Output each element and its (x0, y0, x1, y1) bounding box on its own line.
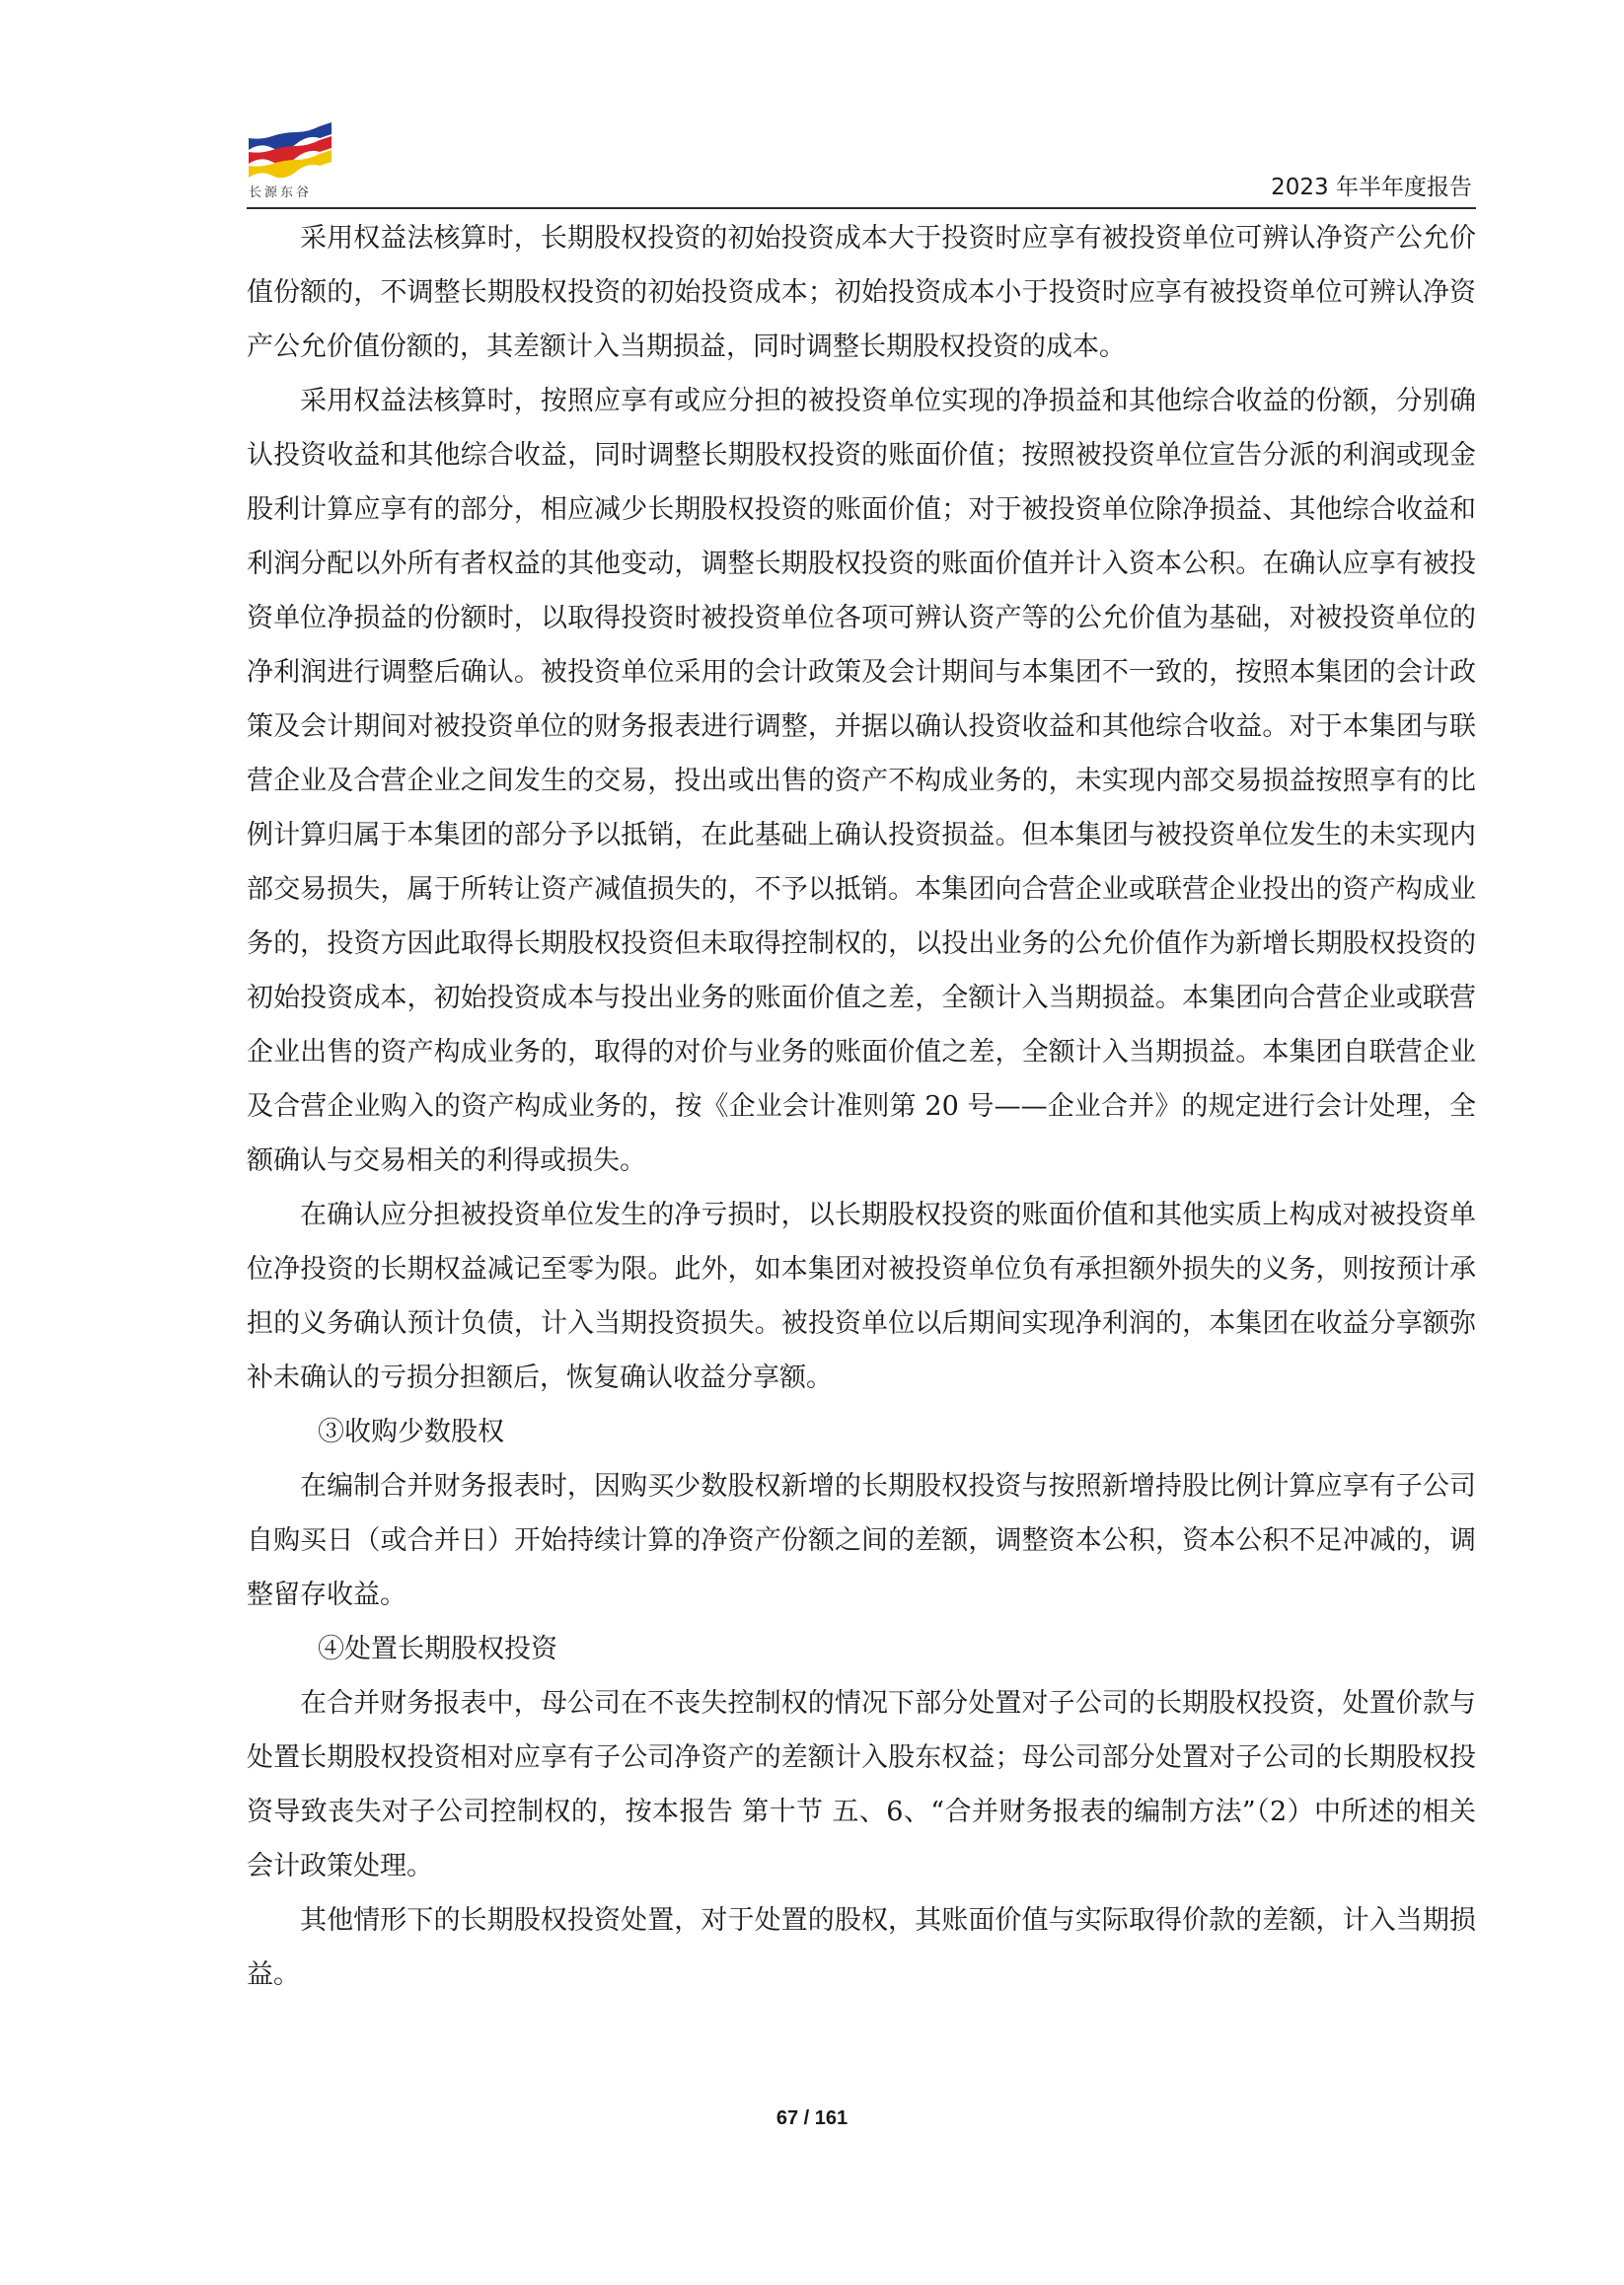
logo-flag-icon (247, 116, 335, 182)
section-heading-disposal: ④处置长期股权投资 (318, 1634, 557, 1664)
page-number: 67 / 161 (775, 2107, 849, 2129)
document-body (247, 211, 1476, 2002)
report-title: 2023 年半年度报告 (1271, 175, 1472, 200)
company-logo (247, 116, 335, 200)
paragraph-disposal-consolidated: 在合并财务报表中，母公司在不丧失控制权的情况下部分处置对子公司的长期股权投资，处置价款与处置长期股权投资相对应享有子公司净资产的差额计入股东权益；母公司部分处置对子公司的长期股权投资导致丧失对子公司控制权的，按本报告 第十节 五、6、“合并财务报表的编制方法”（2）中所述的相关会计政策处理。 (247, 1688, 1476, 1881)
logo-text: 长源东谷 (249, 185, 313, 200)
paragraph-net-loss-recognition: 在确认应分担被投资单位发生的净亏损时，以长期股权投资的账面价值和其他实质上构成对被投资单位净投资的长期权益减记至零为限。此外，如本集团对被投资单位负有承担额外损失的义务，则按预计承担的义务确认预计负债，计入当期投资损失。被投资单位以后期间实现净利润的，本集团在收益分享额弥补未确认的亏损分担额后，恢复确认收益分享额。 (247, 1200, 1476, 1393)
paragraph-equity-method-initial-cost: 采用权益法核算时，长期股权投资的初始投资成本大于投资时应享有被投资单位可辨认净资产公允价值份额的，不调整长期股权投资的初始投资成本；初始投资成本小于投资时应享有被投资单位可辨认净资产公允价值份额的，其差额计入当期损益，同时调整长期股权投资的成本。 (247, 223, 1476, 362)
paragraph-minority-acquisition: 在编制合并财务报表时，因购买少数股权新增的长期股权投资与按照新增持股比例计算应享有子公司自购买日（或合并日）开始持续计算的净资产份额之间的差额，调整资本公积，资本公积不足冲减的，调整留存收益。 (247, 1471, 1476, 1610)
page-header (247, 116, 1476, 209)
section-heading-minority-acquisition: ③收购少数股权 (318, 1417, 504, 1447)
paragraph-disposal-other: 其他情形下的长期股权投资处置，对于处置的股权，其账面价值与实际取得价款的差额，计入当期损益。 (247, 1905, 1476, 1990)
paragraph-equity-method-profit-loss: 采用权益法核算时，按照应享有或应分担的被投资单位实现的净损益和其他综合收益的份额，分别确认投资收益和其他综合收益，同时调整长期股权投资的账面价值；按照被投资单位宣告分派的利润或现金股利计算应享有的部分，相应减少长期股权投资的账面价值；对于被投资单位除净损益、其他综合收益和利润分配以外所有者权益的其他变动，调整长期股权投资的账面价值并计入资本公积。在确认应享有被投资单位净损益的份额时，以取得投资时被投资单位各项可辨认资产等的公允价值为基础，对被投资单位的净利润进行调整后确认。被投资单位采用的会计政策及会计期间与本集团不一致的，按照本集团的会计政策及会计期间对被投资单位的财务报表进行调整，并据以确认投资收益和其他综合收益。对于本集团与联营企业及合营企业之间发生的交易，投出或出售的资产不构成业务的，未实现内部交易损益按照享有的比例计算归属于本集团的部分予以抵销，在此基础上确认投资损益。但本集团与被投资单位发生的未实现内部交易损失，属于所转让资产减值损失的，不予以抵销。本集团向合营企业或联营企业投出的资产构成业务的，投资方因此取得长期股权投资但未取得控制权的，以投出业务的公允价值作为新增长期股权投资的初始投资成本，初始投资成本与投出业务的账面价值之差，全额计入当期损益。本集团向合营企业或联营企业出售的资产构成业务的，取得的对价与业务的账面价值之差，全额计入当期损益。本集团自联营企业及合营企业购入的资产构成业务的，按《企业会计准则第 20 号——企业合并》的规定进行会计处理，全额确认与交易相关的利得或损失。 (247, 386, 1476, 1176)
